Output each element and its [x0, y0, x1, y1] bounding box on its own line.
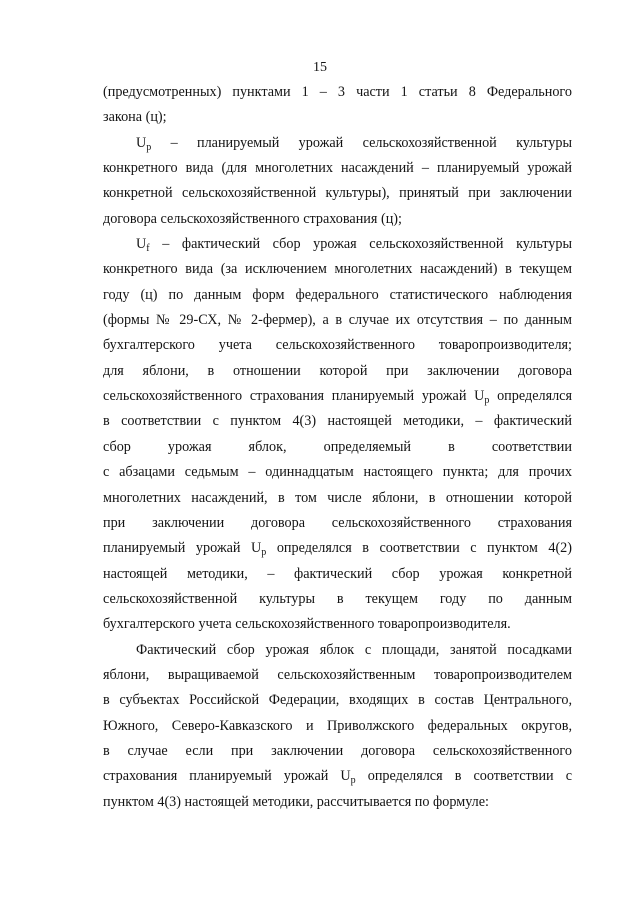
text-line: конкретной сельскохозяйственной культуры), принятый при заключении [103, 185, 572, 202]
variable-subscript: p [350, 775, 356, 787]
variable-subscript: p [484, 395, 490, 407]
text-line: Южного, Северо-Кавказского и Приволжского федеральных округов, [103, 717, 572, 734]
text-line: в случае если при заключении договора сельскохозяйственного [103, 742, 572, 759]
text-line [103, 764, 572, 789]
text-line: (предусмотренных) пунктами 1 – 3 части 1 статьи 8 Федерального [103, 84, 572, 100]
text-line: бухгалтерского учета сельскохозяйственного товаропроизводителя. [103, 616, 511, 633]
text-line: при заключении договора сельскохозяйственного страхования [103, 514, 572, 531]
text-span: – планируемый урожай сельскохозяйственной культуры [151, 134, 572, 151]
text-line: сбор урожая яблок, определяемый в соответствии [103, 438, 572, 455]
document-body [103, 80, 572, 815]
text-span: сельскохозяйственного страхования планируемый урожай U [103, 388, 485, 405]
text-line [103, 131, 572, 156]
text-line: Фактический сбор урожая яблок с площади, занятой посадками [136, 641, 572, 658]
text-line: закона (ц); [103, 109, 167, 126]
text-line: конкретного вида (для многолетних насаждений – планируемый урожай [103, 160, 572, 177]
text-line: бухгалтерского учета сельскохозяйственного товаропроизводителя; [103, 337, 572, 354]
page-number: 15 [313, 60, 327, 75]
text-line [103, 536, 572, 561]
text-line: в соответствии с пунктом 4(3) настоящей методики, – фактический [103, 413, 572, 430]
text-span: – фактический сбор урожая сельскохозяйственной культуры [149, 236, 572, 253]
variable-subscript: p [146, 141, 152, 153]
text-line: договора сельскохозяйственного страхования (ц); [103, 210, 402, 227]
text-line: яблони, выращиваемой сельскохозяйственным товаропроизводителем [103, 666, 572, 683]
text-line: году (ц) по данным форм федерального статистического наблюдения [103, 286, 572, 303]
text-span: определялся в соответствии с [355, 768, 572, 785]
text-span: страхования планируемый урожай U [103, 768, 351, 785]
text-span: планируемый урожай U [103, 540, 262, 557]
text-line: (формы № 29-СХ, № 2-фермер), а в случае их отсутствия – по данным [103, 312, 572, 329]
variable-symbol: U [136, 236, 147, 253]
text-line: с абзацами седьмым – одиннадцатым настоящего пункта; для прочих [103, 464, 572, 481]
variable-symbol: U [136, 134, 147, 151]
text-line: многолетних насаждений, в том числе яблони, в отношении которой [103, 489, 572, 506]
text-line: пунктом 4(3) настоящей методики, рассчитывается по формуле: [103, 793, 489, 810]
variable-subscript: p [261, 547, 267, 559]
text-span: определялся [489, 388, 572, 405]
variable-subscript: f [146, 243, 150, 255]
text-line: для яблони, в отношении которой при заключении договора [103, 362, 572, 379]
text-line [103, 232, 572, 257]
text-line: настоящей методики, – фактический сбор урожая конкретной [103, 565, 572, 582]
text-line: в субъектах Российской Федерации, входящих в состав Центрального, [103, 692, 572, 709]
text-line: сельскохозяйственной культуры в текущем году по данным [103, 590, 572, 607]
text-line [103, 384, 572, 409]
text-line: конкретного вида (за исключением многолетних насаждений) в текущем [103, 261, 572, 278]
text-span: определялся в соответствии с пунктом 4(2) [266, 540, 572, 557]
